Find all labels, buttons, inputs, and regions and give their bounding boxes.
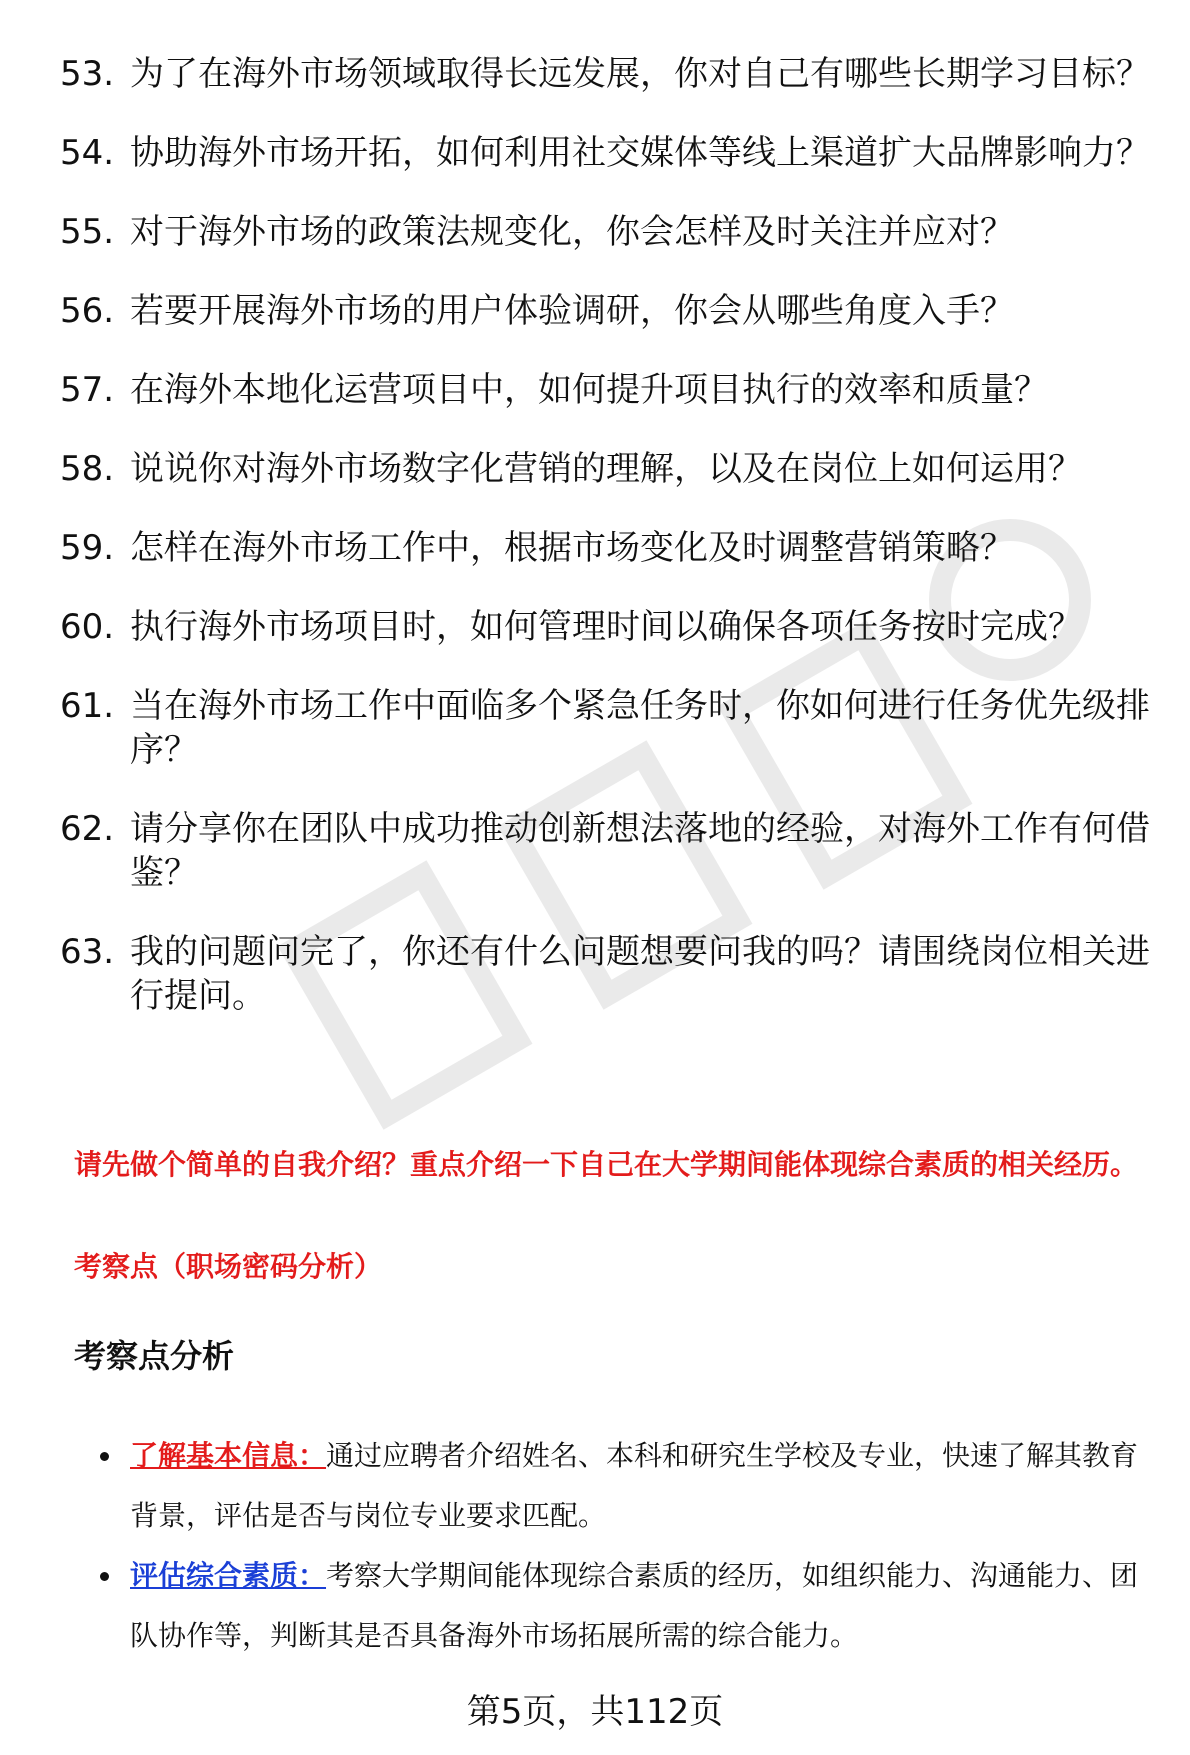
question-text: 怎样在海外市场工作中，根据市场变化及时调整营销策略？ (130, 528, 1014, 568)
bullet-icon (100, 1572, 109, 1581)
assessment-label: 考察点（职场密码分析） (74, 1250, 383, 1283)
question-text: 请分享你在团队中成功推动创新想法落地的经验，对海外工作有何借鉴？ (130, 809, 1150, 893)
point-label: 了解基本信息： (130, 1439, 327, 1472)
point-text: 通过应聘者介绍姓名、本科和研究生学校及专业，快速了解其教育背景，评估是否与岗位专业要求匹配。 (130, 1439, 1139, 1532)
question-number: 58. (60, 449, 115, 489)
question-item (60, 807, 1150, 895)
question-list (60, 52, 1150, 1053)
page-footer: 第5页，共112页 (466, 1692, 724, 1732)
question-text: 在海外本地化运营项目中，如何提升项目执行的效率和质量？ (130, 370, 1048, 410)
question-text: 当在海外市场工作中面临多个紧急任务时，你如何进行任务优先级排序？ (130, 686, 1150, 770)
question-text: 我的问题问完了，你还有什么问题想要问我的吗？请围绕岗位相关进行提问。 (130, 932, 1150, 1016)
question-number: 54. (60, 133, 115, 173)
analysis-heading: 考察点分析 (74, 1337, 235, 1375)
question-item (60, 526, 1150, 570)
question-number: 61. (60, 686, 115, 726)
question-item (60, 447, 1150, 491)
question-item (60, 605, 1150, 649)
question-item (60, 289, 1150, 333)
question-text: 执行海外市场项目时，如何管理时间以确保各项任务按时完成？ (130, 607, 1082, 647)
analysis-points (96, 1426, 1166, 1666)
question-text: 若要开展海外市场的用户体验调研，你会从哪些角度入手？ (130, 291, 1014, 331)
analysis-point (96, 1546, 1166, 1666)
question-number: 56. (60, 291, 115, 331)
question-number: 63. (60, 932, 115, 972)
question-number: 53. (60, 54, 115, 94)
question-item (60, 930, 1150, 1018)
question-item (60, 131, 1150, 175)
question-text: 协助海外市场开拓，如何利用社交媒体等线上渠道扩大品牌影响力？ (130, 133, 1150, 173)
point-text: 考察大学期间能体现综合素质的经历，如组织能力、沟通能力、团队协作等，判断其是否具备海外市场拓展所需的综合能力。 (130, 1559, 1139, 1652)
question-item (60, 368, 1150, 412)
question-number: 62. (60, 809, 115, 849)
question-item (60, 210, 1150, 254)
question-number: 59. (60, 528, 115, 568)
analysis-point (96, 1426, 1166, 1546)
question-number: 60. (60, 607, 115, 647)
question-number: 55. (60, 212, 115, 252)
highlight-question: 请先做个简单的自我介绍？重点介绍一下自己在大学期间能体现综合素质的相关经历。 (74, 1148, 1139, 1181)
question-text: 说说你对海外市场数字化营销的理解，以及在岗位上如何运用？ (130, 449, 1082, 489)
question-text: 对于海外市场的政策法规变化，你会怎样及时关注并应对？ (130, 212, 1014, 252)
question-item (60, 52, 1150, 96)
question-number: 57. (60, 370, 115, 410)
point-label: 评估综合素质： (130, 1559, 327, 1592)
question-item (60, 684, 1150, 772)
bullet-icon (100, 1452, 109, 1461)
question-text: 为了在海外市场领域取得长远发展，你对自己有哪些长期学习目标？ (130, 54, 1150, 94)
